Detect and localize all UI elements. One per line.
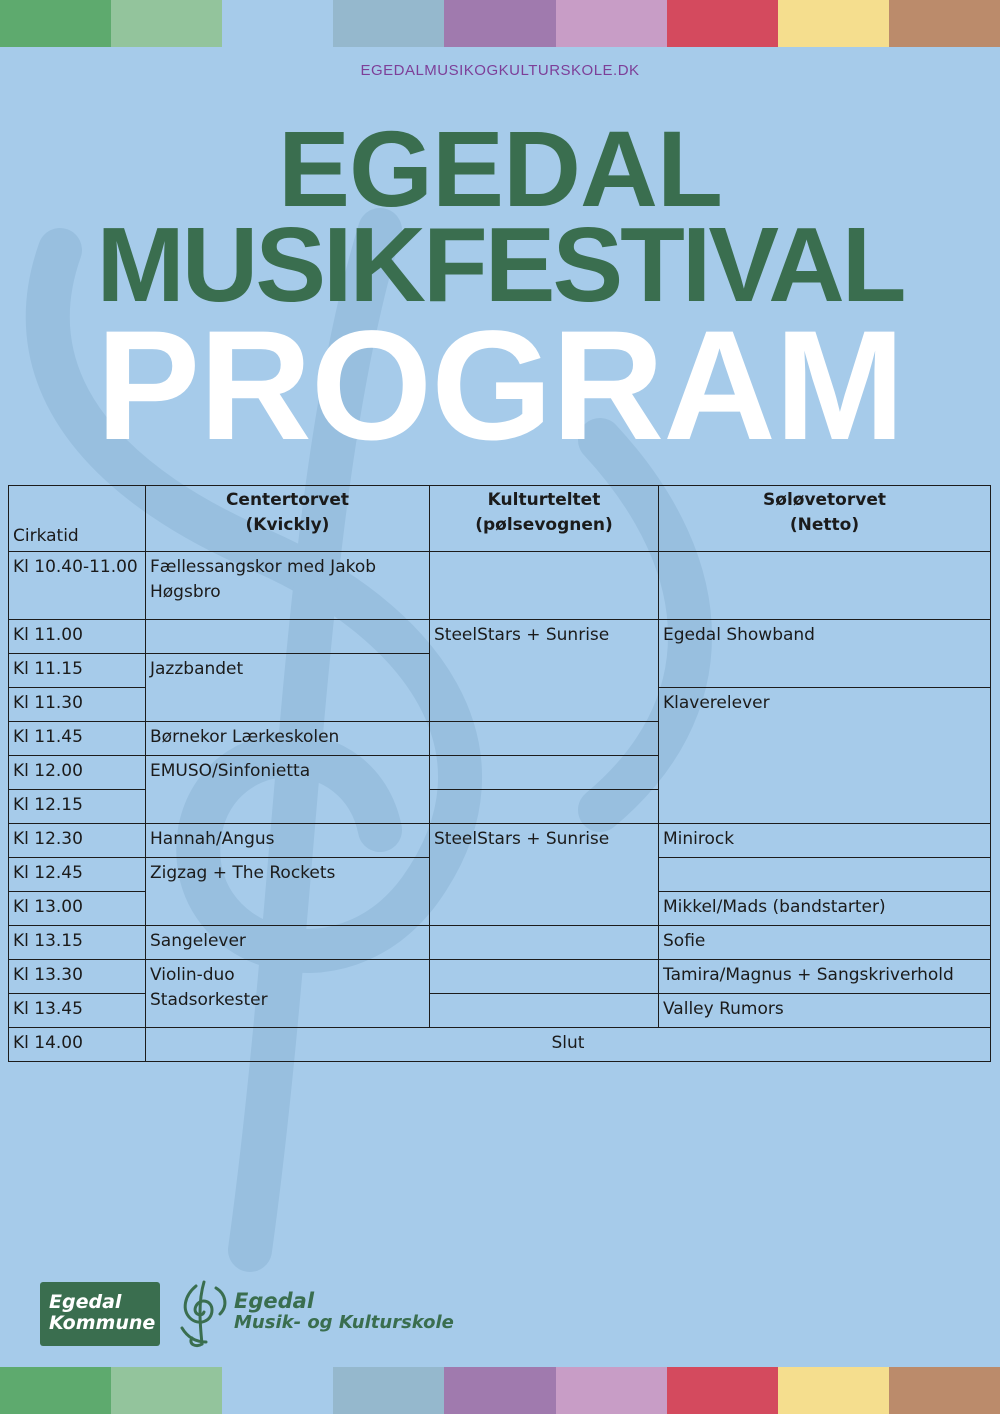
time-column-header: Cirkatid <box>9 486 146 552</box>
event-cell-slut: Slut <box>146 1028 991 1062</box>
website-url[interactable]: EGEDALMUSIKOGKULTURSKOLE.DK <box>360 62 640 79</box>
time-cell: Kl 13.30 <box>9 960 146 994</box>
event-cell: Sofie <box>659 926 991 960</box>
table-row <box>9 620 991 654</box>
stripe-swatch <box>444 1367 555 1414</box>
schedule-table <box>8 485 991 1062</box>
stripe-swatch <box>889 1367 1000 1414</box>
title-line-musikfestival: MUSIKFESTIVAL <box>96 206 904 324</box>
stripe-swatch <box>222 1367 333 1414</box>
time-cell: Kl 11.45 <box>9 722 146 756</box>
logo-text: Musik- og Kulturskole <box>234 1312 454 1333</box>
logo-text: Egedal <box>49 1291 122 1313</box>
event-line: Stadsorkester <box>150 990 268 1010</box>
empty-cell <box>430 552 659 620</box>
empty-cell <box>659 858 991 892</box>
event-cell: Mikkel/Mads (bandstarter) <box>659 892 991 926</box>
stripe-swatch <box>0 1367 111 1414</box>
title-line-egedal: EGEDAL <box>277 108 723 229</box>
stripe-swatch <box>667 1367 778 1414</box>
venue-name: Centertorvet <box>225 490 350 510</box>
stripe-swatch <box>889 0 1000 47</box>
stripe-swatch <box>333 0 444 47</box>
time-cell: Kl 13.00 <box>9 892 146 926</box>
time-cell: Kl 11.00 <box>9 620 146 654</box>
empty-cell <box>430 994 659 1028</box>
empty-cell <box>430 722 659 756</box>
table-row <box>9 1028 991 1062</box>
logo-text: Egedal <box>234 1289 315 1313</box>
event-cell: Klaverelever <box>659 688 991 824</box>
event-cell <box>146 960 430 1028</box>
time-cell: Kl 13.45 <box>9 994 146 1028</box>
stripe-swatch <box>444 0 555 47</box>
venue-header-centertorvet <box>146 486 430 552</box>
event-cell: Sangelever <box>146 926 430 960</box>
venue-sub: (pølsevognen) <box>475 515 613 535</box>
empty-cell <box>659 552 991 620</box>
venue-sub: (Kvickly) <box>245 515 330 535</box>
event-cell: Fællessangskor med Jakob Høgsbro <box>146 552 430 620</box>
empty-cell <box>430 790 659 824</box>
event-cell: Valley Rumors <box>659 994 991 1028</box>
title-line-program: PROGRAM <box>96 299 904 473</box>
table-row <box>9 926 991 960</box>
event-cell: Hannah/Angus <box>146 824 430 858</box>
venue-name: Kulturteltet <box>487 490 601 510</box>
event-cell: SteelStars + Sunrise <box>430 824 659 926</box>
event-cell: Tamira/Magnus + Sangskriverhold <box>659 960 991 994</box>
time-cell: Kl 14.00 <box>9 1028 146 1062</box>
treble-clef-icon <box>176 1278 234 1350</box>
stripe-swatch <box>0 0 111 47</box>
time-cell: Kl 11.30 <box>9 688 146 722</box>
time-cell: Kl 12.45 <box>9 858 146 892</box>
venue-header-kulturteltet <box>430 486 659 552</box>
venue-header-soloevetorvet <box>659 486 991 552</box>
table-row <box>9 960 991 994</box>
venue-sub: (Netto) <box>789 515 860 535</box>
footer-logos <box>40 1282 560 1352</box>
event-cell: Egedal Showband <box>659 620 991 688</box>
event-cell: Jazzbandet <box>146 654 430 722</box>
stripe-swatch <box>667 0 778 47</box>
musikskole-logo-text[interactable] <box>234 1290 454 1334</box>
event-cell: SteelStars + Sunrise <box>430 620 659 722</box>
stripe-swatch <box>556 1367 667 1414</box>
top-color-stripe <box>0 0 1000 47</box>
event-line: Violin-duo <box>150 965 235 985</box>
empty-cell <box>430 756 659 790</box>
time-cell: Kl 13.15 <box>9 926 146 960</box>
stripe-swatch <box>222 0 333 47</box>
time-cell: Kl 11.15 <box>9 654 146 688</box>
event-cell: Zigzag + The Rockets <box>146 858 430 926</box>
logo-text: Kommune <box>49 1312 156 1334</box>
stripe-swatch <box>333 1367 444 1414</box>
time-cell: Kl 12.00 <box>9 756 146 790</box>
event-cell: Minirock <box>659 824 991 858</box>
stripe-swatch <box>111 1367 222 1414</box>
stripe-swatch <box>778 0 889 47</box>
egedal-kommune-logo[interactable] <box>40 1282 160 1346</box>
stripe-swatch <box>778 1367 889 1414</box>
stripe-swatch <box>556 0 667 47</box>
time-cell: Kl 10.40-11.00 <box>9 552 146 620</box>
table-row <box>9 552 991 620</box>
empty-cell <box>146 620 430 654</box>
stripe-swatch <box>111 0 222 47</box>
time-cell: Kl 12.15 <box>9 790 146 824</box>
time-cell: Kl 12.30 <box>9 824 146 858</box>
event-cell: Børnekor Lærkeskolen <box>146 722 430 756</box>
empty-cell <box>430 960 659 994</box>
bottom-color-stripe <box>0 1367 1000 1414</box>
venue-name: Søløvetorvet <box>763 490 886 510</box>
empty-cell <box>430 926 659 960</box>
table-header-row <box>9 486 991 552</box>
event-cell: EMUSO/Sinfonietta <box>146 756 430 824</box>
table-row <box>9 824 991 858</box>
